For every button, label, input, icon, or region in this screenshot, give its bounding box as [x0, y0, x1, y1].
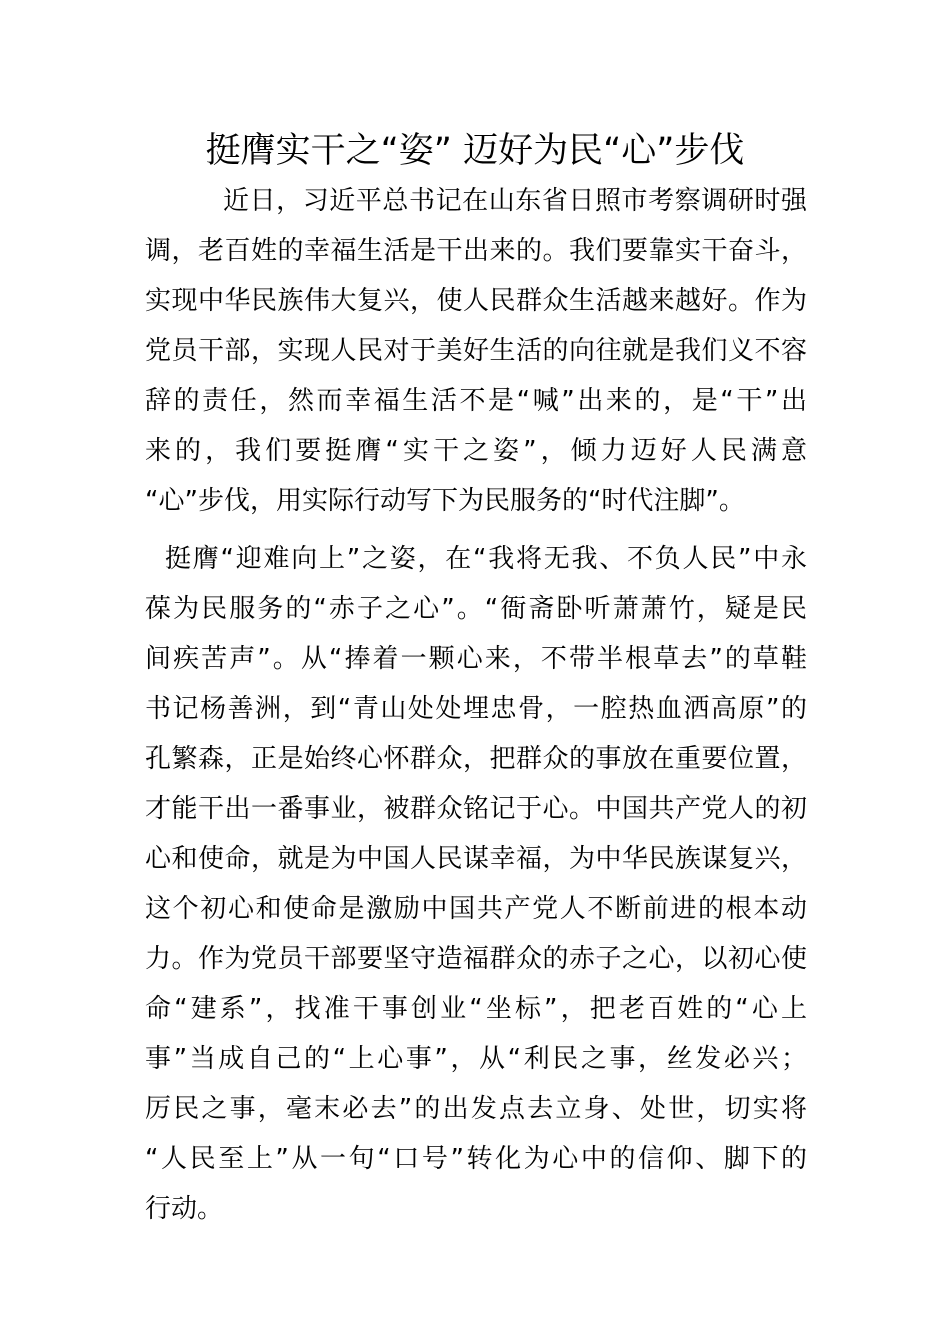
text-line: 心和使命，就是为中国人民谋幸福，为中华民族谋复兴， [145, 844, 807, 874]
text-line: 辞的责任，然而幸福生活不是“喊”出来的，是“干”出 [145, 386, 807, 416]
text-line: 行动。 [145, 1194, 224, 1224]
text-line: 葆为民服务的“赤子之心”。“衙斋卧听萧萧竹，疑是民 [145, 594, 807, 624]
text-line: “心”步伐，用实际行动写下为民服务的“时代注脚”。 [145, 486, 745, 516]
text-line: 孔繁森，正是始终心怀群众，把群众的事放在重要位置， [145, 744, 807, 774]
text-line: “人民至上”从一句“口号”转化为心中的信仰、脚下的 [145, 1144, 807, 1174]
text-line: 厉民之事，毫末必去”的出发点去立身、处世，切实将 [145, 1094, 807, 1124]
paragraph-1 [145, 176, 807, 526]
text-line: 力。作为党员干部要坚守造福群众的赤子之心，以初心使 [145, 944, 807, 974]
text-line: 命“建系”，找准干事创业“坐标”，把老百姓的“心上 [145, 994, 807, 1024]
text-line: 间疾苦声”。从“捧着一颗心来，不带半根草去”的草鞋 [145, 644, 807, 674]
text-line: 这个初心和使命是激励中国共产党人不断前进的根本动 [145, 894, 807, 924]
text-line: 事”当成自己的“上心事”，从“利民之事，丝发必兴； [145, 1044, 807, 1074]
document-body [145, 176, 807, 1234]
text-line: 调，老百姓的幸福生活是干出来的。我们要靠实干奋斗， [145, 236, 807, 266]
text-line: 党员干部，实现人民对于美好生活的向往就是我们义不容 [145, 336, 807, 366]
text-line: 才能干出一番事业，被群众铭记于心。中国共产党人的初 [145, 794, 807, 824]
text-line: 来的，我们要挺膺“实干之姿”，倾力迈好人民满意 [145, 436, 807, 466]
text-line: 近日，习近平总书记在山东省日照市考察调研时强 [223, 186, 807, 216]
text-line: 书记杨善洲，到“青山处处埋忠骨，一腔热血洒高原”的 [145, 694, 807, 724]
text-line: 挺膺“迎难向上”之姿，在“我将无我、不负人民”中永 [165, 544, 807, 574]
document-title: 挺膺实干之“姿” 迈好为民“心”步伐 [205, 131, 745, 171]
paragraph-2 [145, 534, 807, 1234]
text-line: 实现中华民族伟大复兴，使人民群众生活越来越好。作为 [145, 286, 807, 316]
